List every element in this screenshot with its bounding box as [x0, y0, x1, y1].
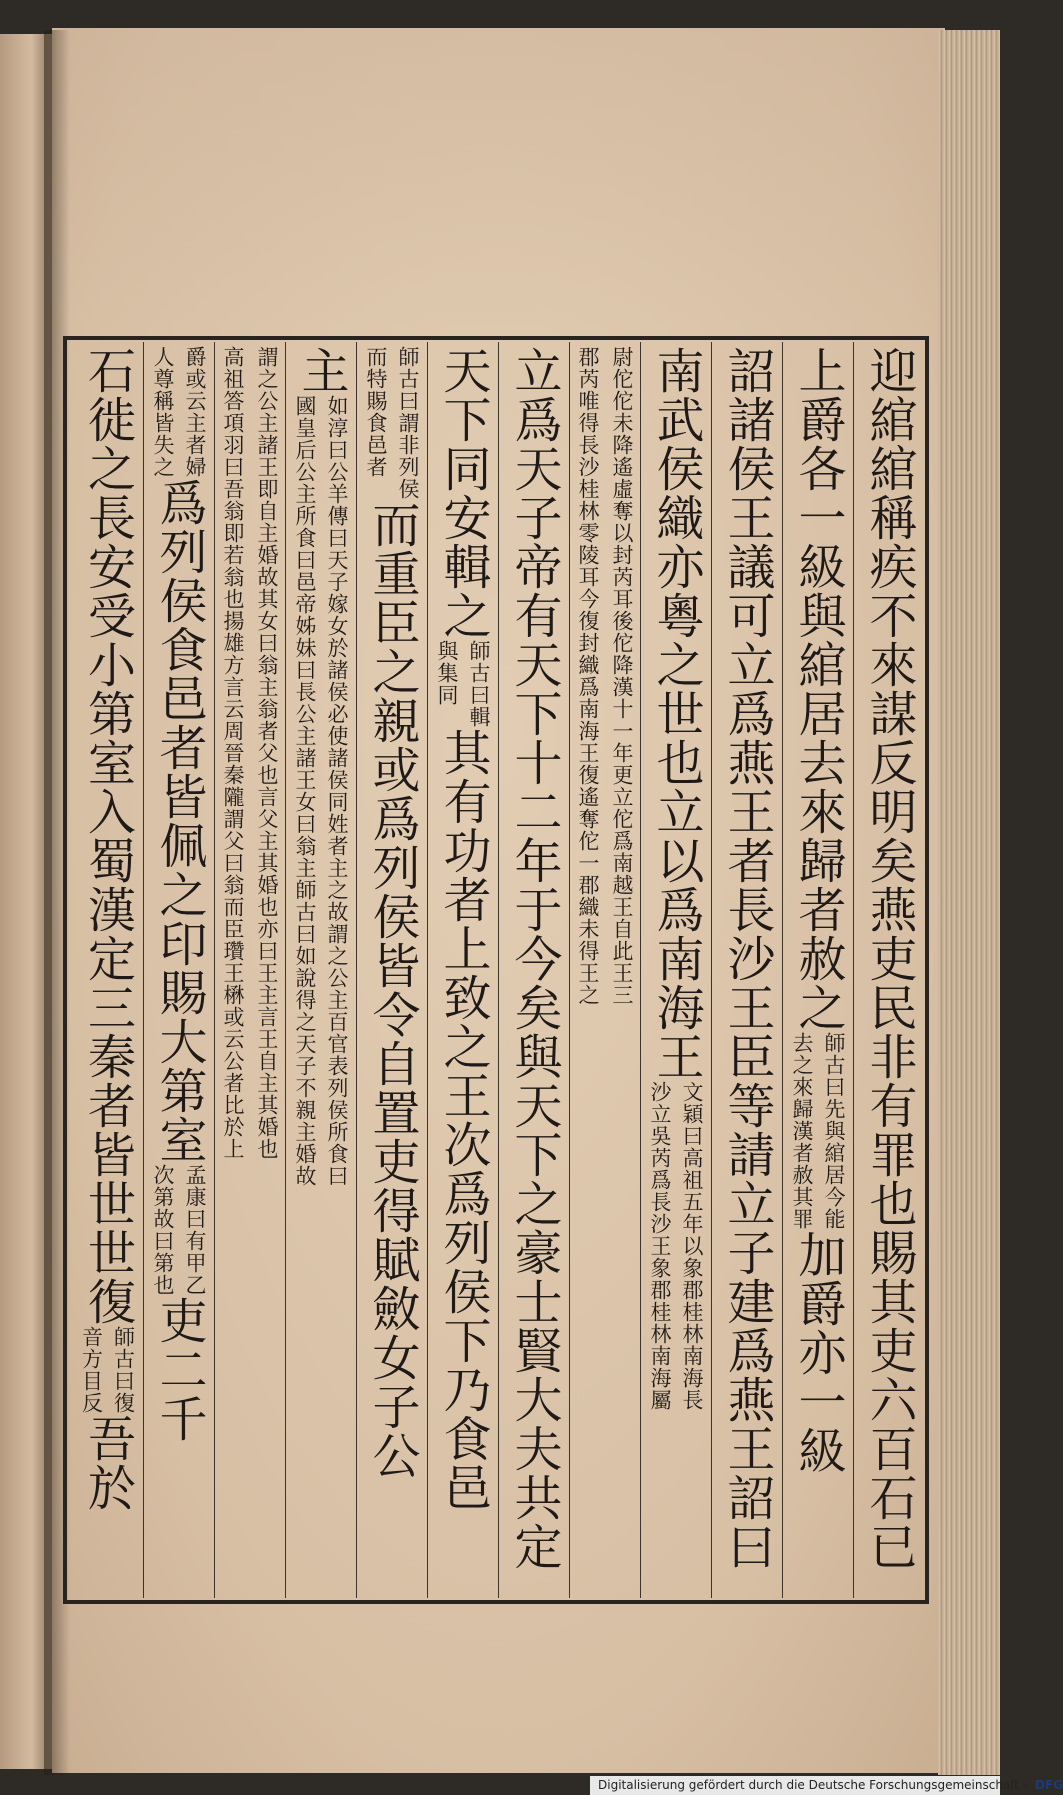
main-text: 立爲天子帝有天下十二年于今矣與天下之豪士賢大夫共定 [506, 346, 562, 1571]
commentary-line: 國皇后公主所食曰邑帝姊妹曰長公主諸王女曰翁主師古曰如說得之天子不親主婚故 [293, 395, 317, 1187]
commentary-line: 謂之公主諸王即自主婚故其女曰翁主翁者父也言父主其婚也亦曰王主言王自主其婚也 [255, 346, 279, 1160]
footer-text: Digitalisierung gefördert durch die Deutsche Forschungsgemeinschaft - [598, 1778, 1028, 1792]
commentary-line: 師古曰輯 [467, 640, 491, 728]
commentary-line: 師古曰復 [111, 1326, 136, 1414]
main-text: 吏二千 [151, 1296, 207, 1443]
commentary-line: 人尊稱皆失之 [151, 346, 175, 478]
text-column-2 [782, 342, 853, 1598]
text-column-10 [214, 342, 285, 1598]
commentary-block [786, 1032, 850, 1230]
main-text: 其有功者上致之王次爲列侯下乃食邑 [435, 728, 491, 1512]
text-column-5 [569, 342, 640, 1598]
commentary-block [147, 1164, 211, 1296]
digitization-footer [590, 1776, 1063, 1795]
commentary-line: 郡芮唯得長沙桂林零陵耳今復封織爲南海王復遙奪佗一郡織未得王之 [576, 346, 600, 1006]
main-text: 天下同安輯之 [435, 346, 491, 640]
commentary-line: 沙立吳芮爲長沙王象郡桂林南海屬 [648, 1081, 672, 1411]
page-top-blank-area [60, 28, 940, 328]
commentary-block [360, 346, 424, 500]
text-column-9 [285, 342, 356, 1598]
page-stack-edges [938, 30, 1000, 1775]
commentary-block [431, 640, 495, 728]
main-text: 迎綰綰稱疾不來謀反明矣燕吏民非有罪也賜其吏六百石已 [861, 346, 917, 1571]
main-text: 而重臣之親或爲列侯皆令自置吏得賦斂女子公 [364, 500, 420, 1480]
commentary-line: 尉佗佗未降遙虛奪以封芮耳後佗降漢十一年更立佗爲南越王自此王三 [610, 346, 634, 1006]
text-column-1 [853, 342, 924, 1598]
text-column-12 [72, 342, 143, 1598]
text-column-6 [498, 342, 569, 1598]
commentary-line: 而特賜食邑者 [364, 346, 388, 478]
commentary-line: 去之來歸漢者赦其罪 [790, 1032, 814, 1230]
main-text: 詔諸侯王議可立爲燕王者長沙王臣等請立子建爲燕王詔曰 [719, 346, 775, 1571]
main-text: 加爵亦一級 [790, 1230, 846, 1475]
commentary-block [147, 346, 211, 478]
text-column-4 [640, 342, 711, 1598]
text-column-8 [356, 342, 427, 1598]
commentary-line: 高祖答項羽曰吾翁即若翁也揚雄方言云周晉秦隴謂父曰翁而臣瓚王楙或云公者比於上 [221, 346, 245, 1160]
commentary-line: 次第故曰第也 [151, 1164, 175, 1296]
main-text: 爲列侯食邑者皆佩之印賜大第室 [151, 478, 207, 1164]
commentary-line: 師古曰先與綰居今能 [822, 1032, 846, 1230]
text-columns [68, 342, 924, 1598]
commentary-line: 師古曰謂非列侯 [396, 346, 420, 500]
commentary-block [76, 1326, 140, 1414]
commentary-line: 爵或云主者婦 [183, 346, 207, 478]
commentary-line: 孟康曰有甲乙 [183, 1164, 207, 1296]
main-text: 主 [293, 346, 349, 395]
main-text: 上爵各一級與綰居去來歸者赦之 [790, 346, 846, 1032]
text-column-3 [711, 342, 782, 1598]
commentary-line: 音方目反 [79, 1326, 104, 1414]
commentary-block [289, 395, 353, 1187]
dfg-logo: DFG [1034, 1778, 1063, 1792]
commentary-block [644, 1081, 708, 1411]
text-column-11 [143, 342, 214, 1598]
commentary-line: 與集同 [435, 640, 459, 706]
main-text: 吾於 [79, 1414, 136, 1512]
main-text: 石徙之長安受小第室入蜀漢定三秦者皆世世復 [79, 346, 136, 1326]
commentary-line: 文穎曰高祖五年以象郡桂林南海長 [680, 1081, 704, 1411]
text-column-7 [427, 342, 498, 1598]
commentary-line: 如淳曰公羊傳曰天子嫁女於諸侯必使諸侯同姓者主之故謂之公主百官表列侯所食曰 [325, 395, 349, 1187]
main-text: 南武侯織亦粵之世也立以爲南海王 [648, 346, 704, 1081]
